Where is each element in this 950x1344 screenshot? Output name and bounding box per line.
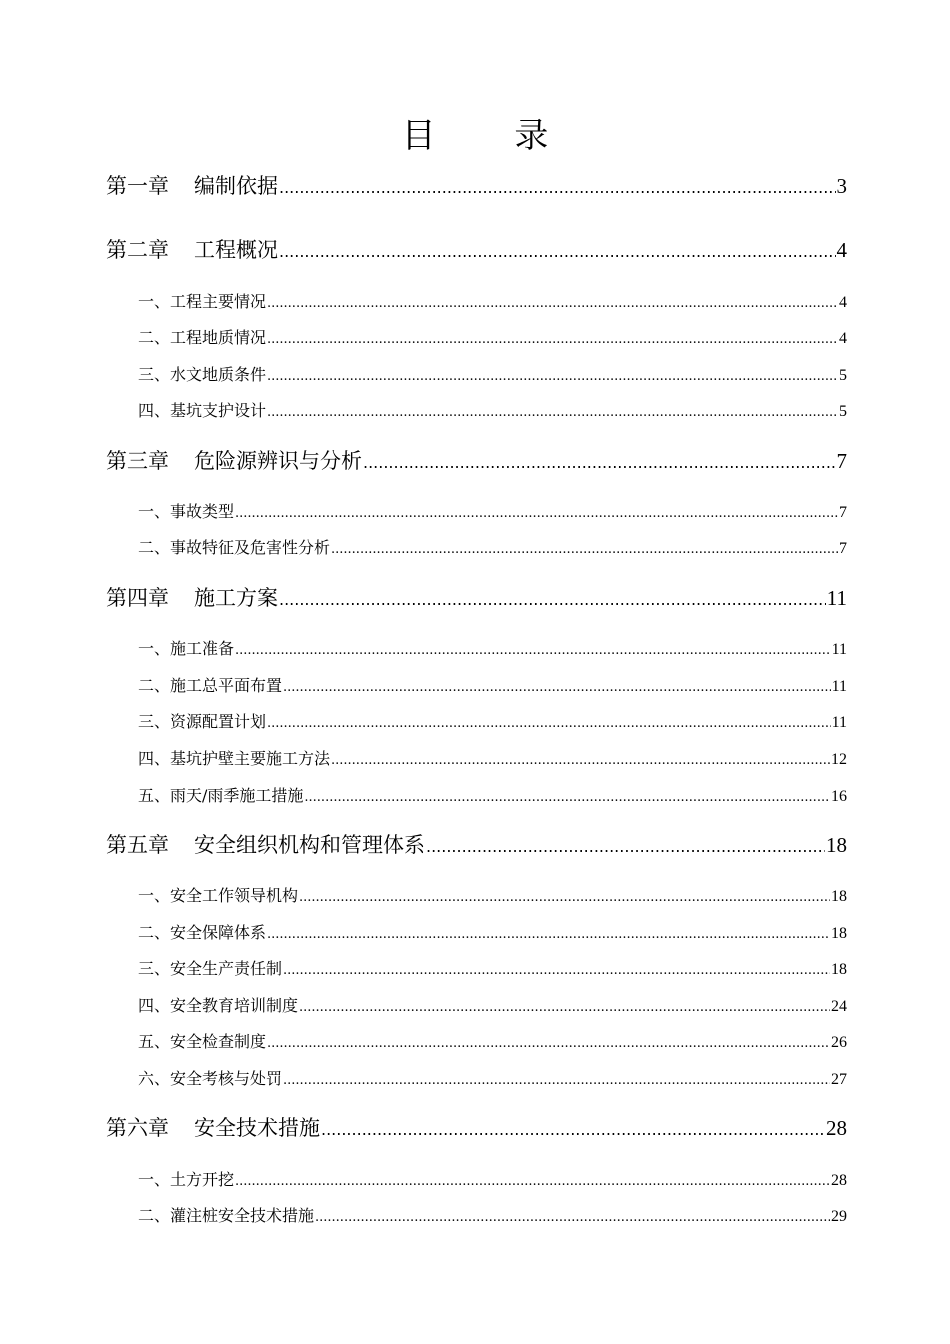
- toc-entry-section[interactable]: [138, 290, 847, 316]
- dot-leader: [426, 832, 825, 862]
- chapter-number: 第四章: [106, 586, 169, 610]
- toc-entry-section[interactable]: [138, 1030, 847, 1056]
- page-number: 7: [839, 504, 847, 521]
- page-number: 28: [831, 1172, 847, 1189]
- page-number: 11: [826, 586, 847, 610]
- page-number: 11: [831, 678, 847, 695]
- dot-leader: [283, 676, 831, 700]
- chapter-title: 危险源辨识与分析: [194, 449, 362, 473]
- page-number: 18: [826, 833, 847, 857]
- toc-entry-chapter-6[interactable]: [106, 1113, 847, 1145]
- section-title: 一、工程主要情况: [138, 292, 267, 311]
- page-number: 5: [839, 367, 847, 384]
- page-number: 18: [831, 888, 847, 905]
- section-title: 二、施工总平面布置: [138, 676, 283, 695]
- chapter-number: 第二章: [106, 238, 169, 262]
- dot-leader: [235, 639, 831, 663]
- page-title: 目 录: [401, 116, 583, 156]
- toc-entry-section[interactable]: [138, 637, 847, 663]
- page-number: 5: [839, 403, 847, 420]
- toc-entry-section[interactable]: [138, 674, 847, 700]
- toc-entry-section[interactable]: [138, 536, 847, 562]
- section-title: 四、基坑护壁主要施工方法: [138, 749, 331, 768]
- toc-entry-chapter-3[interactable]: [106, 446, 847, 478]
- section-title: 三、水文地质条件: [138, 365, 267, 384]
- dot-leader: [279, 237, 836, 267]
- dot-leader: [267, 712, 831, 736]
- dot-leader: [267, 365, 838, 389]
- chapter-title: 施工方案: [194, 586, 278, 610]
- page-number: 26: [831, 1034, 847, 1051]
- page-number: 18: [831, 925, 847, 942]
- page-number: 4: [839, 330, 847, 347]
- toc-entry-chapter-4[interactable]: [106, 583, 847, 615]
- page-number: 4: [839, 294, 847, 311]
- dot-leader: [235, 1170, 830, 1194]
- page-number: 11: [831, 714, 847, 731]
- dot-leader: [267, 328, 838, 352]
- dot-leader: [283, 1069, 830, 1093]
- page-number: 16: [831, 788, 847, 805]
- page-number: 4: [836, 238, 847, 262]
- toc-entry-section[interactable]: [138, 1168, 847, 1194]
- dot-leader: [321, 1115, 825, 1145]
- chapter-number: 第六章: [106, 1116, 169, 1140]
- dot-leader: [304, 786, 830, 810]
- toc-entry-section[interactable]: [138, 884, 847, 910]
- toc-entry-chapter-2[interactable]: [106, 235, 847, 267]
- dot-leader: [363, 448, 836, 478]
- chapter-number: 第五章: [106, 833, 169, 857]
- toc-entry-section[interactable]: [138, 994, 847, 1020]
- dot-leader: [235, 502, 838, 526]
- dot-leader: [279, 173, 836, 203]
- page-number: 7: [839, 540, 847, 557]
- dot-leader: [299, 886, 830, 910]
- section-title: 五、雨天/雨季施工措施: [138, 786, 304, 805]
- section-title: 一、安全工作领导机构: [138, 886, 299, 905]
- dot-leader: [331, 749, 830, 773]
- toc-entry-section[interactable]: [138, 784, 847, 810]
- chapter-title: 编制依据: [194, 174, 278, 198]
- page-number: 18: [831, 961, 847, 978]
- toc-entry-section[interactable]: [138, 1067, 847, 1093]
- toc-entry-chapter-5[interactable]: [106, 830, 847, 862]
- toc-entry-section[interactable]: [138, 326, 847, 352]
- section-title: 一、施工准备: [138, 639, 235, 658]
- chapter-title: 安全技术措施: [194, 1116, 320, 1140]
- section-title: 一、土方开挖: [138, 1170, 235, 1189]
- toc-entry-section[interactable]: [138, 399, 847, 425]
- dot-leader: [267, 292, 838, 316]
- chapter-number: 第三章: [106, 449, 169, 473]
- toc-entry-section[interactable]: [138, 921, 847, 947]
- page-number: 7: [836, 449, 847, 473]
- dot-leader: [283, 959, 830, 983]
- dot-leader: [267, 923, 830, 947]
- dot-leader: [267, 1032, 830, 1056]
- toc-entry-section[interactable]: [138, 957, 847, 983]
- dot-leader: [331, 538, 838, 562]
- section-title: 二、工程地质情况: [138, 328, 267, 347]
- dot-leader: [299, 996, 830, 1020]
- section-title: 三、安全生产责任制: [138, 959, 283, 978]
- section-title: 四、安全教育培训制度: [138, 996, 299, 1015]
- dot-leader: [267, 401, 838, 425]
- toc-entry-section[interactable]: [138, 500, 847, 526]
- page-number: 24: [831, 998, 847, 1015]
- page-number: 11: [831, 641, 847, 658]
- toc-entry-section[interactable]: [138, 363, 847, 389]
- chapter-title: 工程概况: [194, 238, 278, 262]
- section-title: 二、事故特征及危害性分析: [138, 538, 331, 557]
- chapter-title: 安全组织机构和管理体系: [194, 833, 425, 857]
- section-title: 四、基坑支护设计: [138, 401, 267, 420]
- section-title: 二、安全保障体系: [138, 923, 267, 942]
- page-number: 29: [831, 1208, 847, 1225]
- toc-entry-chapter-1[interactable]: [106, 171, 847, 203]
- page-number: 27: [831, 1071, 847, 1088]
- page-number: 28: [826, 1116, 847, 1140]
- section-title: 六、安全考核与处罚: [138, 1069, 283, 1088]
- dot-leader: [315, 1206, 830, 1230]
- page-number: 3: [836, 174, 847, 198]
- section-title: 三、资源配置计划: [138, 712, 267, 731]
- section-title: 五、安全检查制度: [138, 1032, 267, 1051]
- page-number: 12: [831, 751, 847, 768]
- section-title: 二、灌注桩安全技术措施: [138, 1206, 315, 1225]
- section-title: 一、事故类型: [138, 502, 235, 521]
- toc-entry-section[interactable]: [138, 1204, 847, 1230]
- dot-leader: [279, 585, 826, 615]
- toc-entry-section[interactable]: [138, 747, 847, 773]
- toc-entry-section[interactable]: [138, 710, 847, 736]
- chapter-number: 第一章: [106, 174, 169, 198]
